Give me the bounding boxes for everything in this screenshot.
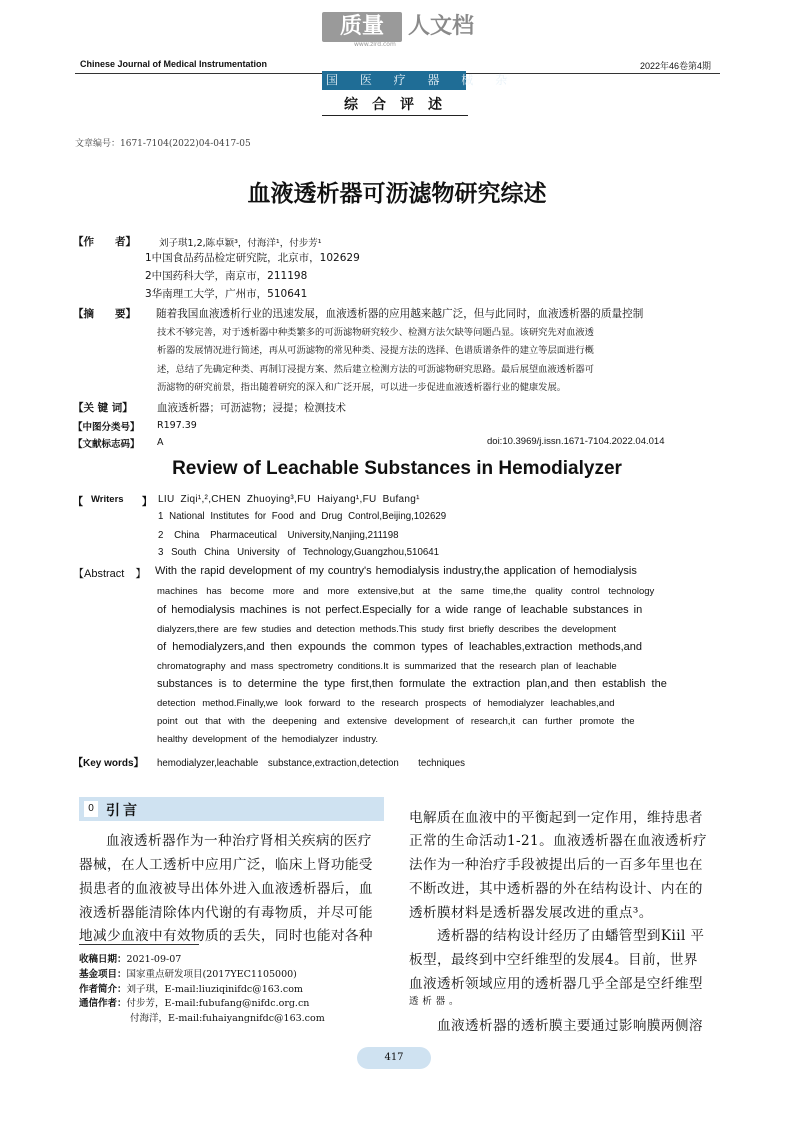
affiliation-en-2: 2 China Pharmaceutical University,Nanjing,211198: [158, 530, 399, 541]
abstract-label-en: 【Abstract 】: [73, 568, 147, 580]
journal-name-en: Chinese Journal of Medical Instrumentation: [80, 59, 268, 69]
title-cn: 血液透析器可沥滤物研究综述: [247, 181, 547, 207]
doc-code: A: [157, 437, 164, 448]
writers-label-close: 】: [142, 497, 152, 508]
abstract-en-line: With the rapid development of my country's hemodialysis industry,the application of hemodialysis: [155, 565, 637, 577]
keywords-label-en: 【Key words】: [73, 758, 144, 769]
watermark-box: 质量: [322, 12, 402, 42]
journal-name-cn-banner: 国 医 疗 器 械 杂: [322, 71, 466, 90]
page-number: 417: [357, 1047, 431, 1069]
doi: doi:10.3969/j.issn.1671-7104.2022.04.014: [487, 436, 665, 447]
received-date: 2021-09-07: [126, 954, 182, 965]
footnote-rule: [79, 944, 199, 945]
fund-label: 基金项目：: [79, 969, 127, 980]
watermark-text: 人文档: [408, 14, 475, 39]
corresponding-label: 通信作者：: [79, 998, 127, 1009]
watermark-url: www.zlrd.com: [354, 41, 396, 48]
affiliation-en-3: 3 South China University of Technology,Guangzhou,510641: [158, 547, 439, 558]
clc-label: 【中图分类号】: [73, 422, 140, 433]
abstract-cn-line: 随着我国血液透析行业的迅速发展，血液透析器的应用越来越广泛，但与此同时，血液透析器的质量控制: [156, 308, 644, 320]
watermark-logo: [322, 12, 475, 48]
volume-issue: 2022年46卷第4期: [640, 61, 712, 71]
abstract-en-line: detection method.Finally,we look forward to the research prospects of hemodialyzer leachables,and: [157, 698, 615, 709]
affiliation-cn-2: 2中国药科大学，南京市，211198: [145, 270, 308, 282]
body-text-line: 血液透析器作为一种治疗肾相关疾病的医疗: [106, 833, 372, 849]
title-en: Review of Leachable Substances in Hemodialyzer: [172, 458, 622, 479]
body-text-line: 透 析 器 。: [409, 996, 459, 1007]
body-text-line: 器械，在人工透析中应用广泛，临床上肾功能受: [79, 857, 373, 873]
writers-label: Writers: [91, 494, 124, 505]
abstract-en-line: substances is to determine the type first,then formulate the extraction plan,and then establish the: [157, 678, 667, 690]
abstract-en-line: point out that with the deepening and extensive development of research,it can further promote the: [157, 716, 635, 727]
abstract-en-line: healthy development of the hemodialyzer industry.: [157, 734, 379, 745]
body-text-line: 地减少血液中有效物质的丢失，同时也能对各种: [79, 928, 373, 944]
section-underline: [322, 115, 468, 116]
keywords-en: hemodialyzer,leachable substance,extraction,detection techniques: [157, 758, 466, 769]
affiliation-cn-1: 1中国食品药品检定研究院，北京市，102629: [145, 252, 360, 264]
writers-label-open: 【: [73, 497, 83, 508]
fund-info: 国家重点研发项目(2017YEC1105000): [126, 969, 297, 980]
body-text-line: 电解质在血液中的平衡起到一定作用，维持患者: [409, 810, 703, 826]
author-bio: 刘子琪，E-mail:liuziqinifdc@163.com: [126, 984, 303, 995]
body-text-line: 血液透析器的透析膜主要通过影响膜两侧溶: [437, 1018, 703, 1034]
intro-section-title: 引言: [106, 803, 140, 819]
keywords-cn: 血液透析器；可沥滤物；浸提；检测技术: [157, 402, 346, 414]
author-bio-label: 作者简介：: [79, 984, 127, 995]
article-number: 文章编号：1671-7104(2022)04-0417-05: [75, 139, 251, 149]
authors-cn: 刘子琪1,2,陈卓颖³，付海洋¹，付步芳¹: [159, 238, 322, 249]
abstract-en-line: machines has become more and more extensive,but at the same time,the quality control technology: [157, 586, 655, 597]
authors-label-cn: 【作 者】: [73, 236, 136, 248]
corresponding-author-2: 付海洋，E-mail:fuhaiyangnifdc@163.com: [130, 1013, 325, 1024]
keywords-label-cn: 【关 键 词】: [73, 402, 133, 414]
body-text-line: 板型，最终到中空纤维型的发展4。目前，世界: [409, 952, 698, 968]
abstract-label-cn: 【摘 要】: [73, 308, 136, 320]
section-label: 综合评述: [344, 97, 456, 113]
abstract-en-line: of hemodialysis machines is not perfect.Especially for a wide range of leachable substances in: [157, 604, 643, 616]
abstract-en-line: dialyzers,there are few studies and detection methods.This study first briefly describes the development: [157, 624, 617, 635]
body-text-line: 正常的生命活动1-21。血液透析器在血液透析疗: [409, 833, 708, 849]
body-text-line: 不断改进，其中透析器的外在结构设计、内在的: [409, 881, 703, 897]
body-text-line: 血液透析领域应用的透析器几乎全部是空纤维型: [409, 976, 703, 992]
body-text-line: 液透析器能清除体内代谢的有毒物质，并尽可能: [79, 905, 373, 921]
corresponding-author-1: 付步芳，E-mail:fubufang@nifdc.org.cn: [126, 998, 310, 1009]
doc-code-label: 【文献标志码】: [73, 439, 140, 450]
body-text-line: 法作为一种治疗手段被提出后的一百多年里也在: [409, 857, 703, 873]
abstract-en-line: of hemodialyzers,and then expounds the common types of leachables,extraction methods,and: [157, 641, 642, 653]
intro-section-number: 0: [84, 801, 98, 817]
abstract-cn-line: 述，总结了先确定种类、再制订浸提方案、然后建立检测方法的可沥滤物研究思路。最后展望血液透析器可: [157, 364, 594, 375]
writers-en: LIU Ziqi¹,²,CHEN Zhuoying³,FU Haiyang¹,FU Bufang¹: [158, 494, 420, 505]
affiliation-en-1: 1 National Institutes for Food and Drug Control,Beijing,102629: [158, 511, 447, 522]
received-label: 收稿日期：: [79, 954, 127, 965]
abstract-cn-line: 析器的发展情况进行简述，再从可沥滤物的常见种类、浸提方法的选择、色谱质谱条件的建立等层面进行概: [157, 345, 594, 356]
affiliation-cn-3: 3华南理工大学，广州市，510641: [145, 288, 308, 300]
abstract-cn-line: 沥滤物的研究前景，指出随着研究的深入和广泛开展，可以进一步促进血液透析器行业的健康发展。: [157, 382, 567, 393]
body-text-line: 透析膜材料是透析器发展改进的重点³。: [409, 905, 653, 921]
abstract-cn-line: 技术不够完善，对于透析器中种类繁多的可沥滤物研究较少、检测方法欠缺等问题凸显。该研究先对血液透: [157, 327, 594, 338]
body-text-line: 损患者的血液被导出体外进入血液透析器后，血: [79, 881, 373, 897]
abstract-en-line: chromatography and mass spectrometry conditions.It is summarized that the research plan of leachable: [157, 661, 617, 672]
clc-number: R197.39: [157, 420, 197, 431]
body-text-line: 透析器的结构设计经历了由蟠管型到Kiil 平: [437, 928, 705, 944]
